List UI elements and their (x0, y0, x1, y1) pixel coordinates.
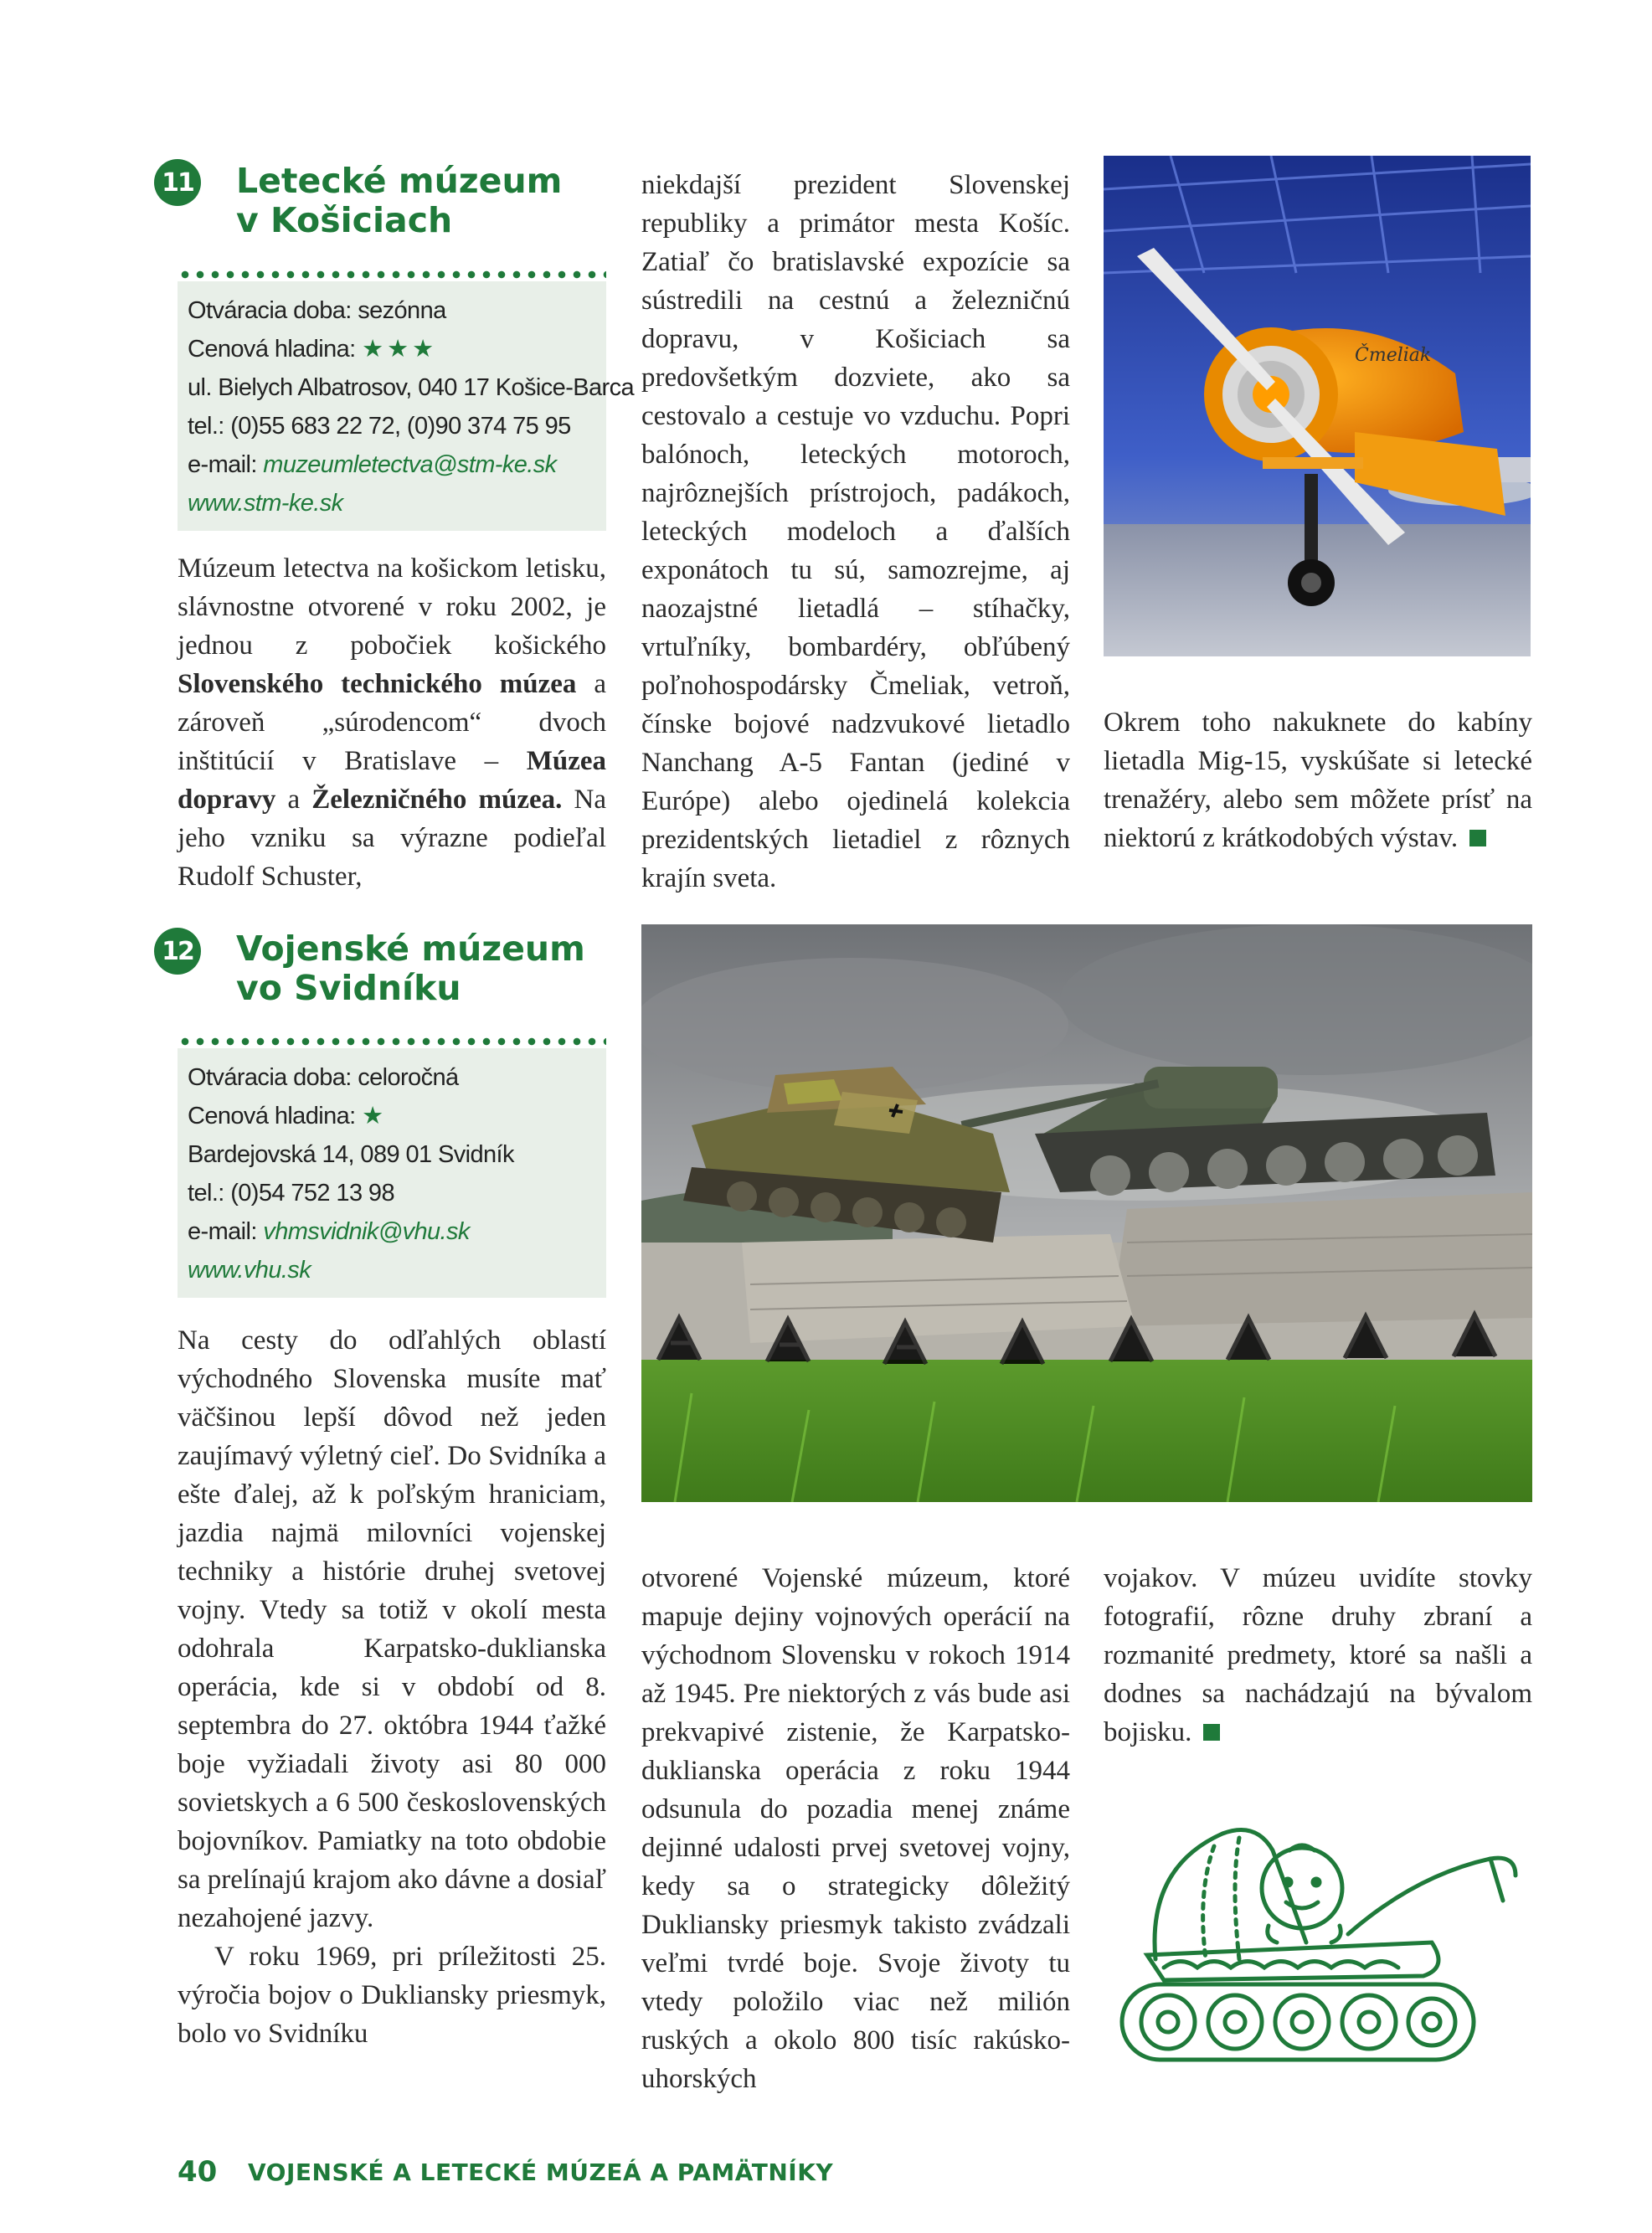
email-link[interactable]: vhmsvidnik@vhu.sk (263, 1218, 470, 1245)
section-number-badge: 12 (154, 928, 201, 975)
end-of-article-mark (1469, 830, 1486, 846)
address: Bardejovská 14, 089 01 Svidník (188, 1141, 514, 1168)
baby-tank-cartoon-drawing (1097, 1800, 1532, 2068)
section-heading: Vojenské múzeum vo Svidníku (236, 929, 585, 1008)
museum-info-box (178, 1048, 606, 1298)
article-column-3: vojakov. V múzeu uvidíte stovky fotografií, rôzne druhy zbraní a rozmanité predmety, ktoré sa našli a dodnes sa nachádzajú na bývalom bojisku. (1104, 1563, 1532, 1747)
dotted-divider (178, 1037, 606, 1047)
section-heading: Letecké múzeum v Košiciach (236, 161, 563, 240)
section-number-badge: 11 (154, 159, 201, 206)
email: e-mail: muzeumletectva@stm-ke.sk (188, 451, 557, 478)
price-level: Cenová hladina: ★★★ (188, 336, 438, 363)
body-text: a zároveň „súrodencom“ dvoch inštitúcií v Bratislave – (178, 669, 606, 776)
page-number: 40 (178, 2155, 218, 2189)
end-of-article-mark (1203, 1724, 1220, 1741)
email-link[interactable]: muzeumletectva@stm-ke.sk (263, 451, 557, 478)
star-icon: ★★★ (362, 336, 438, 363)
running-footer-title: VOJENSKÉ A LETECKÉ MÚZEÁ A PAMÄTNÍKY (248, 2158, 834, 2186)
svg-text:Čmeliak: Čmeliak (1355, 345, 1432, 366)
emphasized-text: Slovenského technického múzea (178, 669, 577, 699)
star-icon: ★ (362, 1103, 388, 1129)
email: e-mail: vhmsvidnik@vhu.sk (188, 1218, 470, 1245)
article-column-1: Na cesty do odľahlých oblastí východného Slovenska musíte mať väčšinou lepší dôvod než jeden zaujímavý výletný cieľ. Do Svidníka a ešte ďalej, až k poľským hraniciam, jazdia najmä milovníci vojenskej techniky a histórie druhej svetovej vojny. Vtedy sa totiž v okolí mesta odohrala Karpatsko-duklianska operácia, kde si v období od 8. septembra do 27. októbra 1944 ťažké boje vyžiadali životy asi 80 000 sovietskych a 6 500 československých bojovníkov. Pamiatky na toto obdobie sa prelínajú krajom ako dávne a dosiaľ nezahojené jazvy. V roku 1969, pri príležitosti 25. výročia bojov o Dukliansky priesmyk, bolo vo Svidníku (178, 1325, 606, 2049)
baby-tank-cartoon (1097, 1800, 1532, 2068)
aircraft-photo (1104, 156, 1531, 656)
tanks-photo-illustration (641, 924, 1532, 1502)
phone: tel.: (0)54 752 13 98 (188, 1180, 394, 1207)
body-text: Múzeum letectva na košickom letisku, slávnostne otvorené v roku 2002, je jednou z pobočiek košického (178, 553, 606, 661)
emphasized-text: Múzea dopravy (178, 746, 606, 815)
price-level: Cenová hladina: ★ (188, 1103, 388, 1129)
dotted-divider (178, 270, 606, 280)
body-text: Na jeho vzniku sa výrazne podieľal Rudolf Schuster, (178, 785, 607, 892)
museum-info-box (178, 281, 635, 531)
opening-hours: Otváracia doba: sezónna (188, 297, 446, 324)
website-link[interactable]: www.stm-ke.sk (188, 490, 343, 517)
tanks-photo (641, 924, 1532, 1502)
article-column-1 (178, 549, 606, 896)
emphasized-text: Železničného múzea. (311, 785, 563, 815)
opening-hours: Otváracia doba: celoročná (188, 1064, 459, 1091)
article-column-2: niekdajší prezident Slovenskej republiky a primátor mesta Košíc. Zatiaľ čo bratislavské expozície sa sústredili na cestnú a železničnú dopravu, v Košiciach sa predovšetkým dozviete, ako sa cestovalo a cestuje vo vzduchu. Popri balónoch, leteckých motoroch, najrôznejších prístrojoch, padákoch, leteckých modeloch a ďalších exponátoch tu sú, samozrejme, aj naozajstné lietadlá – stíhačky, vrtuľníky, bombardéry, obľúbený poľnohospodársky Čmeliak, vetroň, čínske bojové nadzvukové lietadlo Nanchang A-5 Fantan (jediné v Európe) alebo ojedinelá kolekcia prezidentských lietadiel z rôznych krajín sveta. (641, 170, 1070, 893)
phone: tel.: (0)55 683 22 72, (0)90 374 75 95 (188, 413, 571, 440)
aircraft-photo-illustration (1104, 156, 1531, 656)
article-column-3: Okrem toho nakuknete do kabíny lietadla Mig-15, vyskúšate si letecké trenažéry, alebo sem môžete prísť na niektorú z krátkodobých výstav. (1104, 707, 1532, 853)
website-link[interactable]: www.vhu.sk (188, 1257, 311, 1284)
body-text: a (275, 785, 312, 815)
article-column-2: otvorené Vojenské múzeum, ktoré mapuje dejiny vojnových operácií na východnom Slovensku v rokoch 1914 až 1945. Pre niektorých z vás bude asi prekvapivé zistenie, že Karpatsko-duklianska operácia z roku 1944 odsunula do pozadia menej známe dejinné udalosti prvej svetovej vojny, kedy sa o strategicky dôležitý Dukliansky priesmyk takisto zvádzali veľmi tvrdé boje. Svoje životy tu vtedy položilo viac než milión ruských a okolo 800 tisíc rakúsko-uhorských (641, 1563, 1070, 2094)
address: ul. Bielych Albatrosov, 040 17 Košice-Barca (188, 374, 635, 401)
